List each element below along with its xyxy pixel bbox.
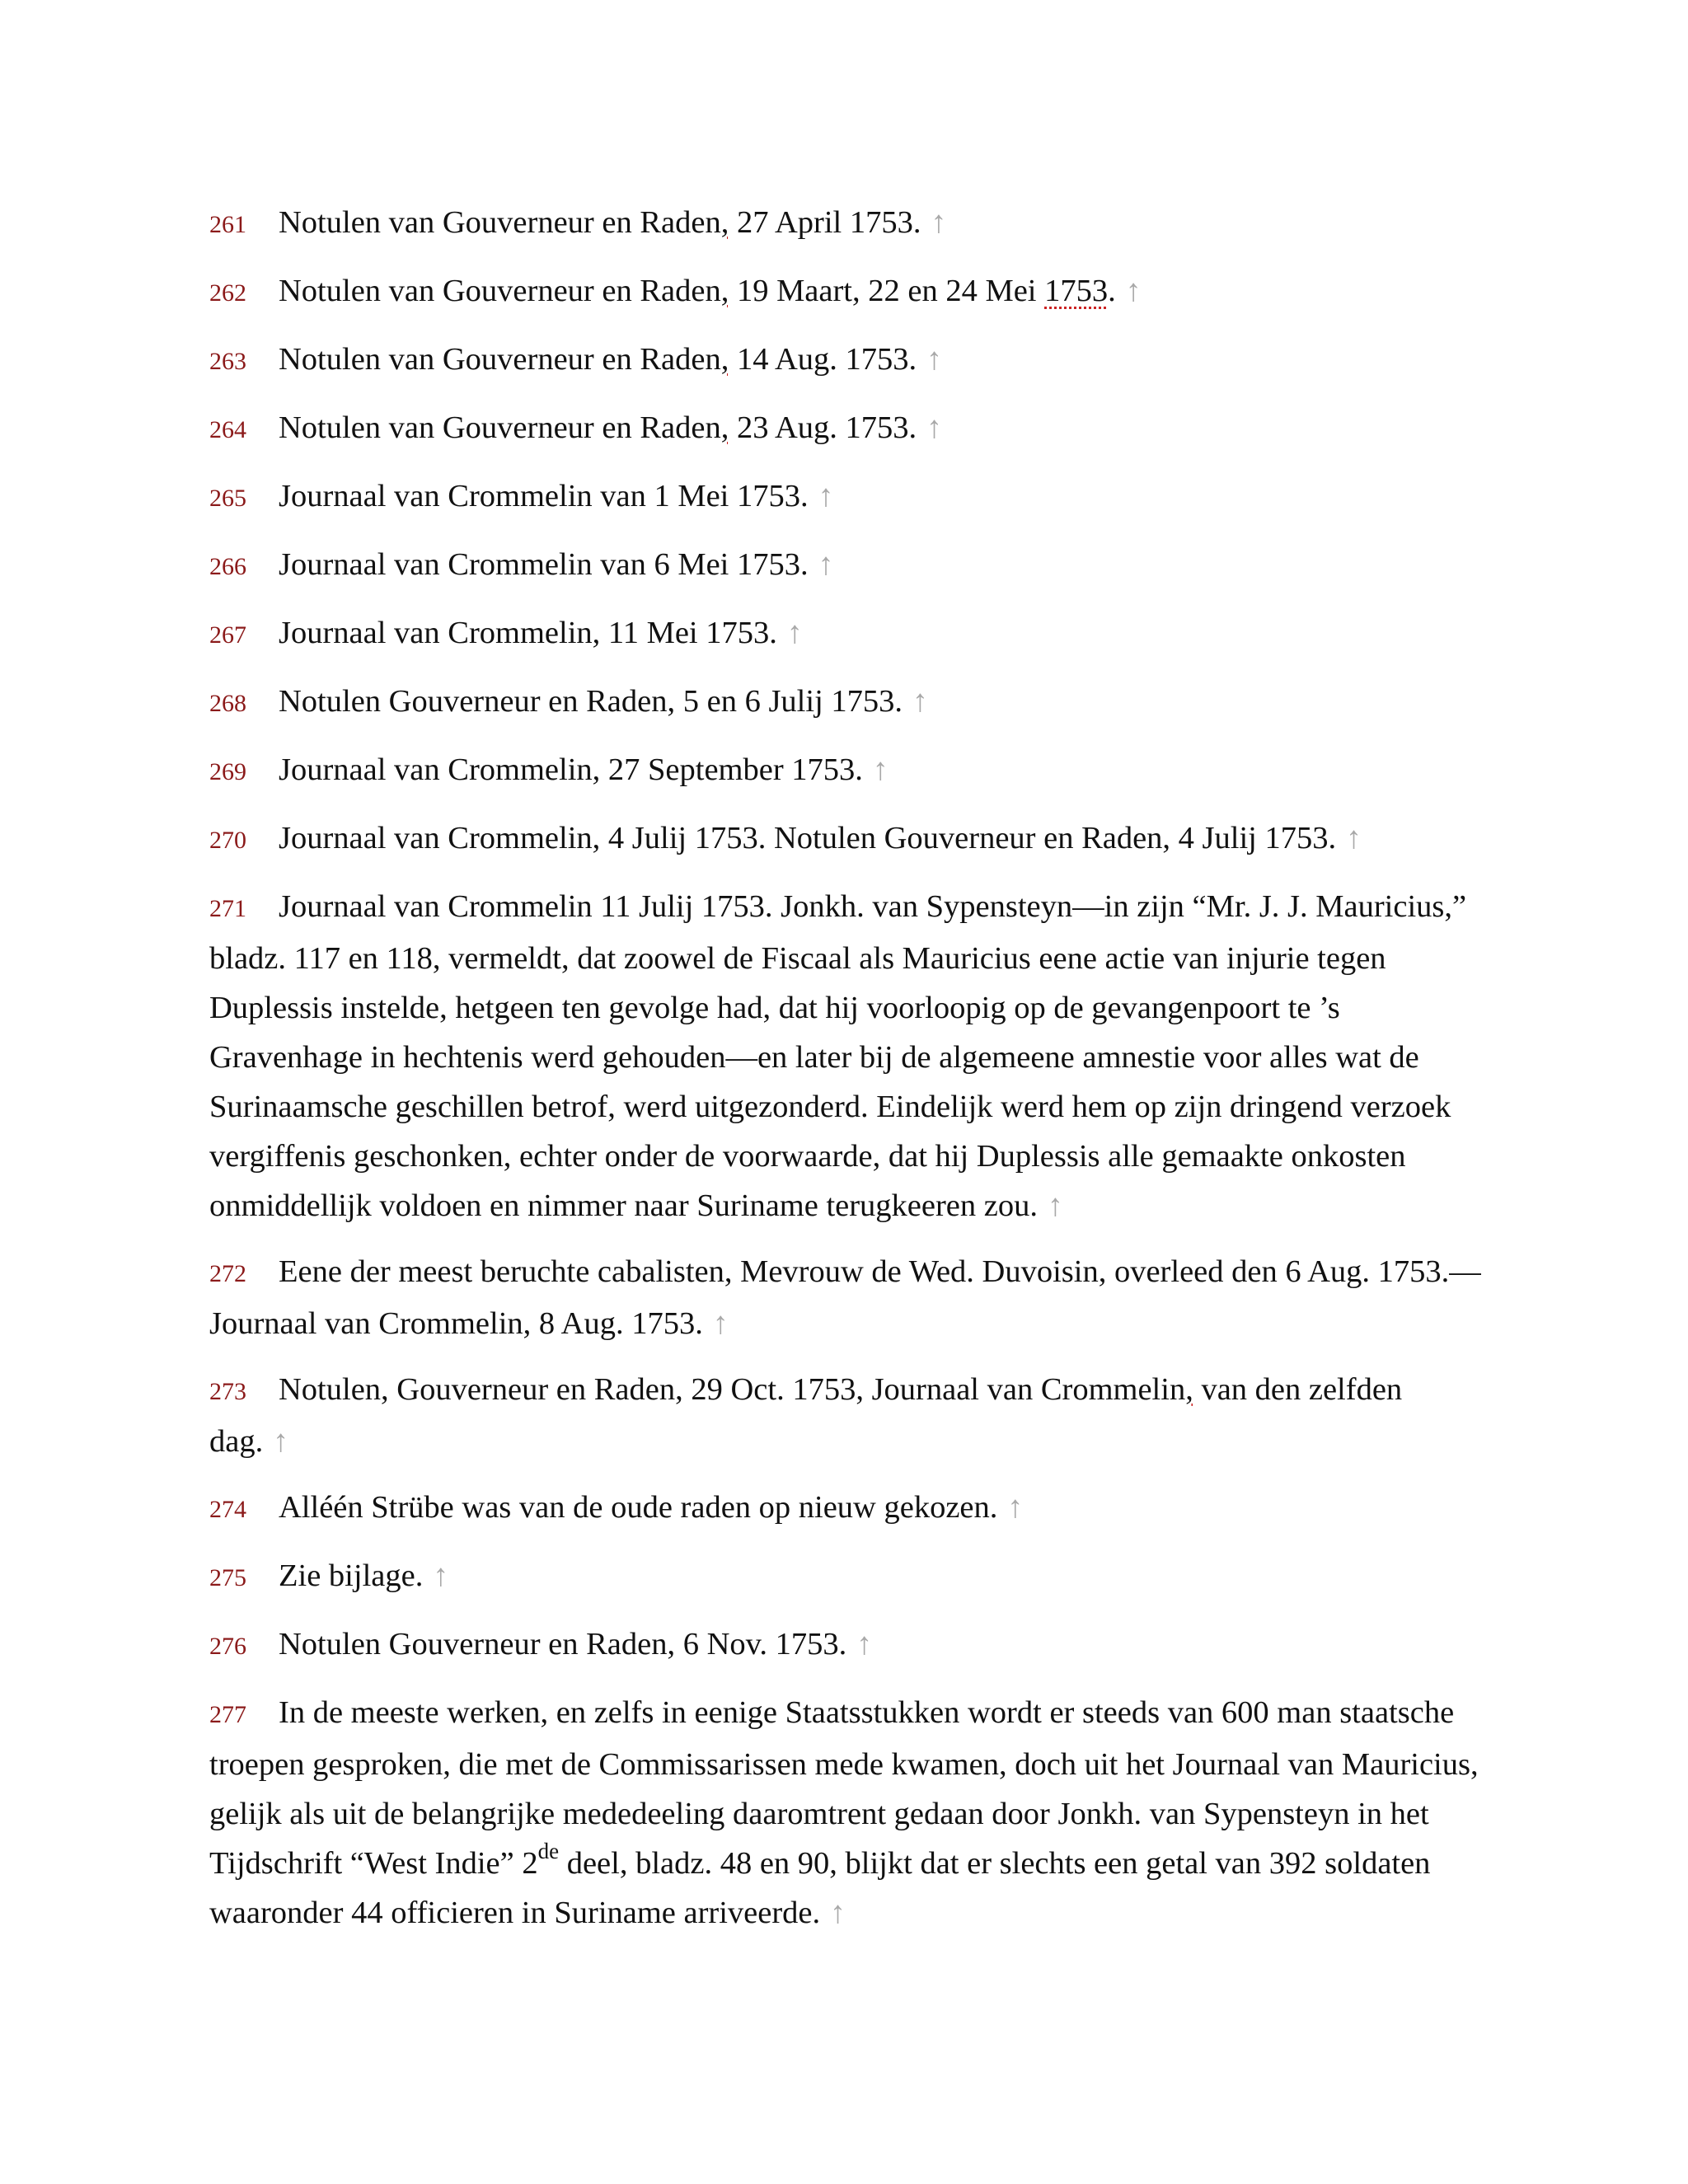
footnote-text: Journaal van Crommelin van 1 Mei 1753. [279, 479, 809, 513]
footnote-number[interactable]: 264 [209, 416, 246, 443]
footnote-261: 261 Notulen van Gouverneur en Raden, 27 April 1753. ↑ [209, 198, 1483, 250]
spelling-mark: , [720, 410, 729, 445]
back-arrow-icon[interactable]: ↑ [830, 1896, 846, 1930]
spelling-mark: , [720, 205, 729, 240]
back-arrow-icon[interactable]: ↑ [931, 205, 947, 240]
footnote-text: Journaal van Crommelin van 6 Mei 1753. [279, 547, 809, 582]
back-arrow-icon[interactable]: ↑ [856, 1627, 873, 1661]
back-arrow-icon[interactable]: ↑ [912, 684, 929, 719]
footnote-text: Zie bijlage. [279, 1558, 424, 1593]
footnote-number[interactable]: 276 [209, 1633, 246, 1660]
back-arrow-icon[interactable]: ↑ [1346, 821, 1362, 855]
footnote-text: Notulen Gouverneur en Raden, 6 Nov. 1753. [279, 1627, 847, 1661]
back-arrow-icon[interactable]: ↑ [926, 342, 943, 377]
footnote-275 [209, 1551, 1483, 1603]
footnote-264: 264 Notulen van Gouverneur en Raden, 23 Aug. 1753. ↑ [209, 403, 1483, 455]
back-arrow-icon[interactable]: ↑ [1125, 274, 1142, 308]
footnote-number[interactable]: 266 [209, 553, 246, 580]
footnote-text: Journaal van Crommelin, 4 Julij 1753. Notulen Gouverneur en Raden, 4 Julij 1753. [279, 821, 1337, 855]
footnote-number[interactable]: 272 [209, 1260, 246, 1287]
footnote-text: Notulen Gouverneur en Raden, 5 en 6 Julij 1753. [279, 684, 903, 719]
footnote-271 [209, 882, 1483, 1230]
footnote-number[interactable]: 267 [209, 621, 246, 649]
footnote-number[interactable]: 269 [209, 758, 246, 785]
footnote-number[interactable]: 271 [209, 895, 246, 922]
footnotes-list [209, 198, 1483, 1954]
spelling-mark: , [720, 274, 729, 308]
footnote-text: Journaal van Crommelin 11 Julij 1753. Jonkh. van Sypensteyn—in zijn “Mr. J. J. Mauricius,” bladz. 117 en 118, vermeldt, dat zoowel de Fiscaal als Mauricius eene actie van injurie tegen Duplessis instelde, hetgeen ten gevolge had, dat hij voorloopig op de gevangenpoort te ’s Gravenhage in hechtenis werd gehouden—en later bij de algemeene amnestie voor alles wat de Surinaamsche geschillen betrof, werd uitgezonderd. Eindelijk werd hem op zijn dringend verzoek vergiffenis geschonken, echter onder de voorwaarde, dat hij Duplessis alle gemaakte onkosten onmiddellijk voldoen en nimmer naar Suriname terugkeeren zou. [209, 889, 1467, 1223]
footnote-number[interactable]: 262 [209, 279, 246, 307]
back-arrow-icon[interactable]: ↑ [926, 410, 943, 445]
footnote-number[interactable]: 265 [209, 485, 246, 512]
footnote-number[interactable]: 273 [209, 1378, 246, 1405]
footnote-266 [209, 540, 1483, 592]
footnote-text: Journaal van Crommelin, 27 September 1753. [279, 752, 863, 787]
footnote-272 [209, 1247, 1483, 1348]
footnote-267 [209, 608, 1483, 660]
footnote-number[interactable]: 261 [209, 211, 246, 238]
spelling-mark: , [1185, 1372, 1193, 1407]
footnote-number[interactable]: 268 [209, 690, 246, 717]
spelling-mark: , [720, 342, 729, 377]
footnote-273: 273 Notulen, Gouverneur en Raden, 29 Oct. 1753, Journaal van Crommelin, van den zelfden dag. ↑ [209, 1365, 1483, 1466]
back-arrow-icon[interactable]: ↑ [818, 547, 834, 582]
footnote-number[interactable]: 274 [209, 1496, 246, 1523]
footnote-270 [209, 813, 1483, 865]
footnote-277: 277 In de meeste werken, en zelfs in eenige Staatsstukken wordt er steeds van 600 man staatsche troepen gesproken, die met de Commissarissen mede kwamen, doch uit het Journaal van Mauricius, gelijk als uit de belangrijke mededeeling daaromtrent gedaan door Jonkh. van Sypensteyn in het Tijdschrift “West Indie” 2de deel, bladz. 48 en 90, blijkt dat er slechts een getal van 392 soldaten waaronder 44 officieren in Suriname arriveerde. ↑ [209, 1688, 1483, 1938]
back-arrow-icon[interactable]: ↑ [872, 752, 889, 787]
footnote-269 [209, 745, 1483, 797]
superscript: de [537, 1839, 560, 1863]
footnote-text: Eene der meest beruchte cabalisten, Mevrouw de Wed. Duvoisin, overleed den 6 Aug. 1753.—Journaal van Crommelin, 8 Aug. 1753. [209, 1254, 1481, 1341]
footnote-263: 263 Notulen van Gouverneur en Raden, 14 Aug. 1753. ↑ [209, 335, 1483, 387]
footnote-number[interactable]: 277 [209, 1701, 246, 1728]
back-arrow-icon[interactable]: ↑ [1047, 1188, 1063, 1223]
footnote-number[interactable]: 275 [209, 1564, 246, 1591]
spelling-mark: 1753 [1044, 274, 1109, 308]
footnote-276 [209, 1619, 1483, 1671]
footnote-265 [209, 471, 1483, 523]
footnote-text: Journaal van Crommelin, 11 Mei 1753. [279, 616, 777, 650]
back-arrow-icon[interactable]: ↑ [273, 1424, 289, 1459]
back-arrow-icon[interactable]: ↑ [433, 1558, 449, 1593]
footnote-268 [209, 677, 1483, 729]
footnote-number[interactable]: 263 [209, 348, 246, 375]
back-arrow-icon[interactable]: ↑ [1007, 1490, 1024, 1525]
back-arrow-icon[interactable]: ↑ [818, 479, 834, 513]
footnote-text: Alléén Strübe was van de oude raden op nieuw gekozen. [279, 1490, 998, 1525]
back-arrow-icon[interactable]: ↑ [786, 616, 803, 650]
footnote-262: 262 Notulen van Gouverneur en Raden, 19 Maart, 22 en 24 Mei 1753. ↑ [209, 266, 1483, 318]
back-arrow-icon[interactable]: ↑ [712, 1306, 729, 1341]
footnote-number[interactable]: 270 [209, 827, 246, 854]
footnote-274 [209, 1483, 1483, 1535]
